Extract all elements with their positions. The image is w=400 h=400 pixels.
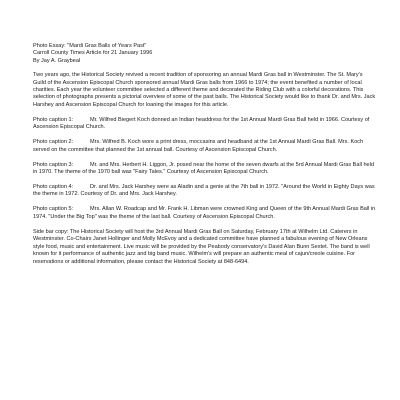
sidebar-paragraph: Side bar copy: The Historical Society will host the 3rd Annual Mardi Gras Ball on Saturday, February 17th at Wilhelm Ltd. Caterers in Westminster. Co-Chairs Janet Hollinger and Molly McEvoy and a dedicated committee have planned a fabulous evening of New Orleans style food, music and entertainment. Live music will be provided by the Peabody conservatory's David Alan Bunn Sextet. The band is well known for it performance of authentic jazz and big band music. Wilhelm's will prepare an authentic meal of cajun/creole cuisine. For reservations or additional information, please contact the Historical Society at 848-6494. <box>33 228 370 265</box>
caption-text: Mrs. Allan W. Roadcap and Mr. Frank H. Libman were crowned King and Queen of the 9th Annual Mardi Gras Ball in 1974. "Under the Big Top" was the theme of the last ball. Courtesy of Ascension Episcopal Church. <box>33 206 376 220</box>
article-header <box>33 43 376 65</box>
photo-caption-1 <box>33 117 376 132</box>
caption-text: Mrs. Wilfred B. Koch wore a print dress, moccasins and headband at the 1st Annual Mardi Gras Ball. Mrs. Koch served on the committee that planned the 1st annual ball. Courtesy of Ascension Episcopal Church. <box>33 139 364 153</box>
photo-caption-5 <box>33 206 376 221</box>
article-source: Carroll County Times Article for 21 January 1996 <box>33 50 153 57</box>
caption-label: Photo caption 4: <box>33 184 74 191</box>
photo-caption-4 <box>33 184 376 199</box>
article-byline: By Jay A. Graybeal <box>33 57 81 64</box>
intro-paragraph: Two years ago, the Historical Society revived a recent tradition of sponsoring an annual Mardi Gras ball in Westminster. The St. Mary's Guild of the Ascension Episcopal Church sponsored annual Mardi Gras balls from 1966 to 1974; the event benefited a number of local charities. Each year the volunteer committee selected a different theme and decorated the Riding Club with a colorful decorations. This selection of photographs presents a pictorial overview of some of the past balls. The Historical Society would like to thank Dr. and Mrs. Jack Harshey and Ascension Episcopal Church for loaning the images for this article. <box>33 72 376 108</box>
caption-label: Photo caption 2: <box>33 139 74 146</box>
article-title: Photo Essay: "Mardi Gras Balls of Years Past" <box>33 43 147 49</box>
caption-text: Dr. and Mrs. Jack Harshey were as Aladin and a genie at the 7th ball in 1972. "Around the World in Eighty Days was the theme in 1972. Courtesy of Dr. and Mrs. Jack Harshey. <box>33 184 375 198</box>
caption-text: Mr. and Mrs. Herbert H. Liggon, Jr. posed near the home of the seven dwarfs at the 5rd Annual Mardi Gras Ball held in 1970. The theme of the 1970 ball was "Fairy Tales." Courtesy of Ascension Episcopal Church. <box>33 161 374 176</box>
caption-text: Mr. Wilfred Biegert Koch donned an Indian headdress for the 1st Annual Mardi Gras Ball held in 1966. Courtesy of Ascension Episcopal Church. <box>33 116 370 131</box>
caption-label: Photo caption 1: <box>33 116 74 123</box>
photo-caption-3 <box>33 162 376 177</box>
photo-caption-2 <box>33 139 376 154</box>
caption-label: Photo caption 5: <box>33 206 74 213</box>
caption-label: Photo caption 3: <box>33 161 74 168</box>
